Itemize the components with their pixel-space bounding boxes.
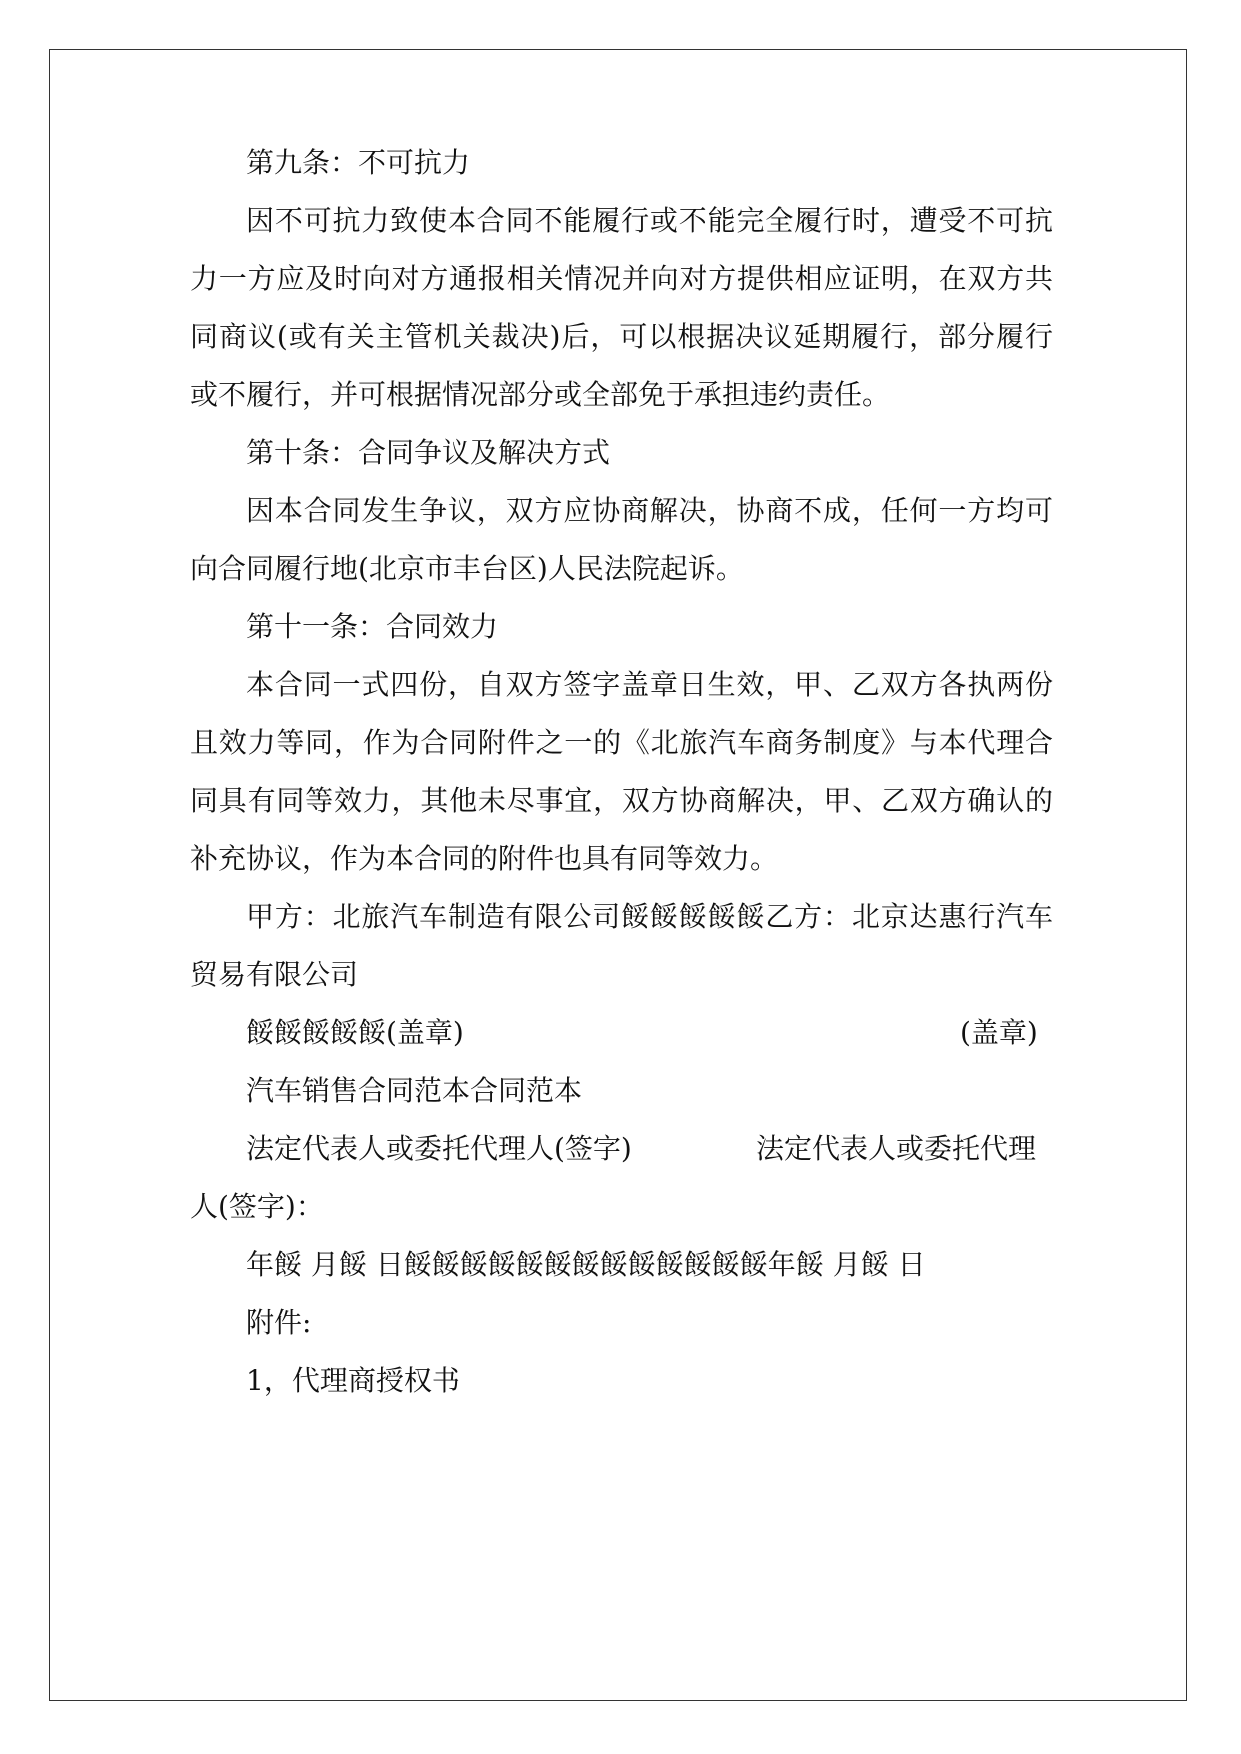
attachments-heading: 附件: [246, 1306, 312, 1339]
article-9-paragraph-line-1: 因不可抗力致使本合同不能履行或不能完全履行时，遭受不可抗 [246, 204, 1053, 237]
parties-line: 甲方：北旅汽车制造有限公司餒餒餒餒餒乙方：北京达惠行汽车 [246, 900, 1053, 933]
article-9-paragraph-line-4: 或不履行，并可根据情况部分或全部免于承担违约责任。 [190, 378, 891, 411]
party-b-name-continued: 贸易有限公司 [190, 958, 359, 991]
article-10-heading: 第十条：合同争议及解决方式 [246, 436, 611, 469]
party-b-representative-signature-continued: 人(签字)： [190, 1190, 324, 1223]
sample-title-line: 汽车销售合同范本合同范本 [246, 1074, 583, 1107]
signature-dates: 年餒 月餒 日餒餒餒餒餒餒餒餒餒餒餒餒餒年餒 月餒 日 [246, 1248, 926, 1281]
article-9-heading: 第九条：不可抗力 [246, 146, 471, 179]
attachment-item-1: 1，代理商授权书 [246, 1364, 460, 1397]
article-11-paragraph-line-3: 同具有同等效力，其他未尽事宜，双方协商解决，甲、乙双方确认的 [190, 784, 1053, 817]
party-a-seal: 餒餒餒餒餒(盖章) [246, 1016, 464, 1049]
article-11-heading: 第十一条：合同效力 [246, 610, 499, 643]
article-9-paragraph-line-2: 力一方应及时向对方通报相关情况并向对方提供相应证明，在双方共 [190, 262, 1053, 295]
party-b-representative-signature: 法定代表人或委托代理 [756, 1132, 1037, 1165]
article-10-paragraph-line-2: 向合同履行地(北京市丰台区)人民法院起诉。 [190, 552, 744, 585]
party-b-seal: (盖章) [960, 1016, 1038, 1049]
article-9-paragraph-line-3: 同商议(或有关主管机关裁决)后，可以根据决议延期履行，部分履行 [190, 320, 1053, 353]
article-11-paragraph-line-4: 补充协议，作为本合同的附件也具有同等效力。 [190, 842, 779, 875]
party-a-representative-signature: 法定代表人或委托代理人(签字) [246, 1132, 632, 1165]
article-11-paragraph-line-1: 本合同一式四份，自双方签字盖章日生效，甲、乙双方各执两份 [246, 668, 1053, 701]
article-11-paragraph-line-2: 且效力等同，作为合同附件之一的《北旅汽车商务制度》与本代理合 [190, 726, 1053, 759]
article-10-paragraph-line-1: 因本合同发生争议，双方应协商解决，协商不成，任何一方均可 [246, 494, 1053, 527]
